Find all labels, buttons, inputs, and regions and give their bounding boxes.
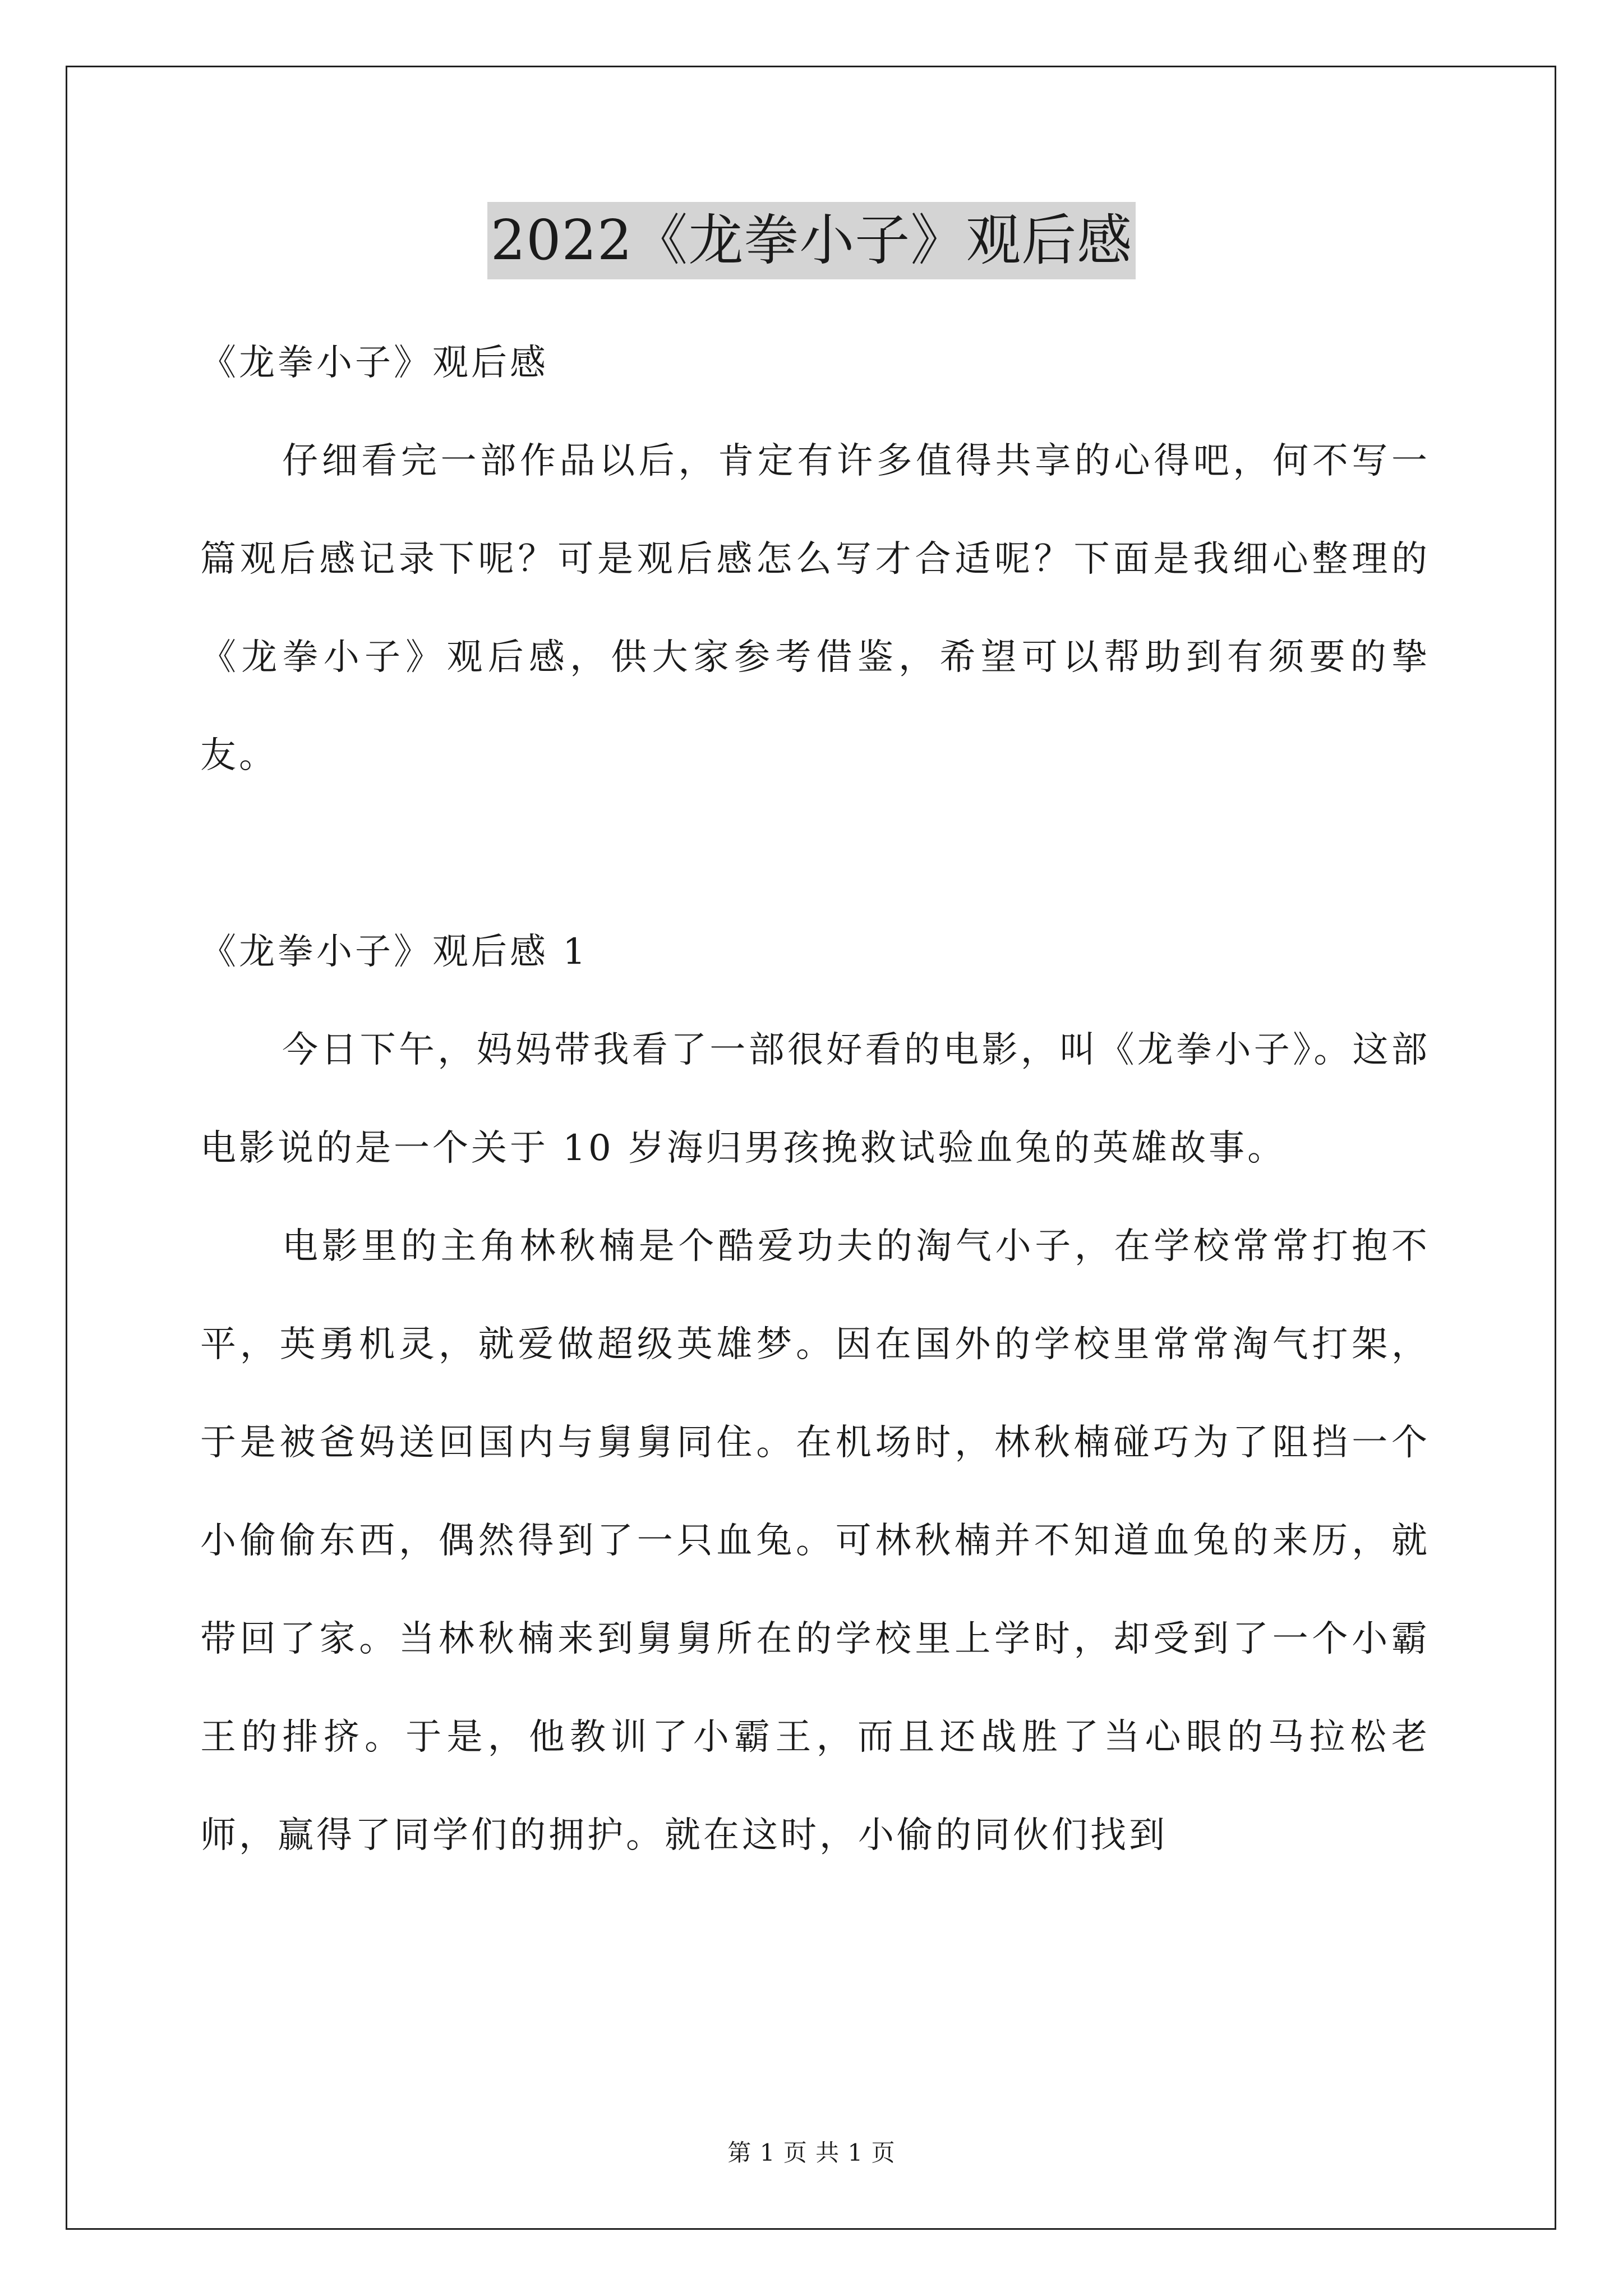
document-title: 2022《龙拳小子》观后感 <box>487 202 1136 279</box>
title-container <box>0 202 1623 279</box>
section-heading: 《龙拳小子》观后感 1 <box>200 931 589 973</box>
page-number: 第 1 页 共 1 页 <box>727 2139 896 2166</box>
document-body <box>200 314 1430 1885</box>
body-paragraph: 今日下午，妈妈带我看了一部很好看的电影，叫《龙拳小子》。这部电影说的是一个关于 10 岁海归男孩挽救试验血兔的英雄故事。 <box>200 1029 1430 1169</box>
intro-paragraph: 仔细看完一部作品以后，肯定有许多值得共享的心得吧，何不写一篇观后感记录下呢？可是观后感怎么写才合适呢？下面是我细心整理的《龙拳小子》观后感，供大家参考借鉴，希望可以帮助到有须要的挚友。 <box>200 440 1430 776</box>
blank-line <box>200 805 1430 903</box>
body-paragraph: 电影里的主角林秋楠是个酷爱功夫的淘气小子，在学校常常打抱不平，英勇机灵，就爱做超级英雄梦。因在国外的学校里常常淘气打架，于是被爸妈送回国内与舅舅同住。在机场时，林秋楠碰巧为了阻挡一个小偷偷东西，偶然得到了一只血兔。可林秋楠并不知道血兔的来历，就带回了家。当林秋楠来到舅舅所在的学校里上学时，却受到了一个小霸王的排挤。于是，他教训了小霸王，而且还战胜了当心眼的马拉松老师，赢得了同学们的拥护。就在这时，小偷的同伙们找到 <box>200 1226 1430 1856</box>
subtitle: 《龙拳小子》观后感 <box>200 342 548 384</box>
